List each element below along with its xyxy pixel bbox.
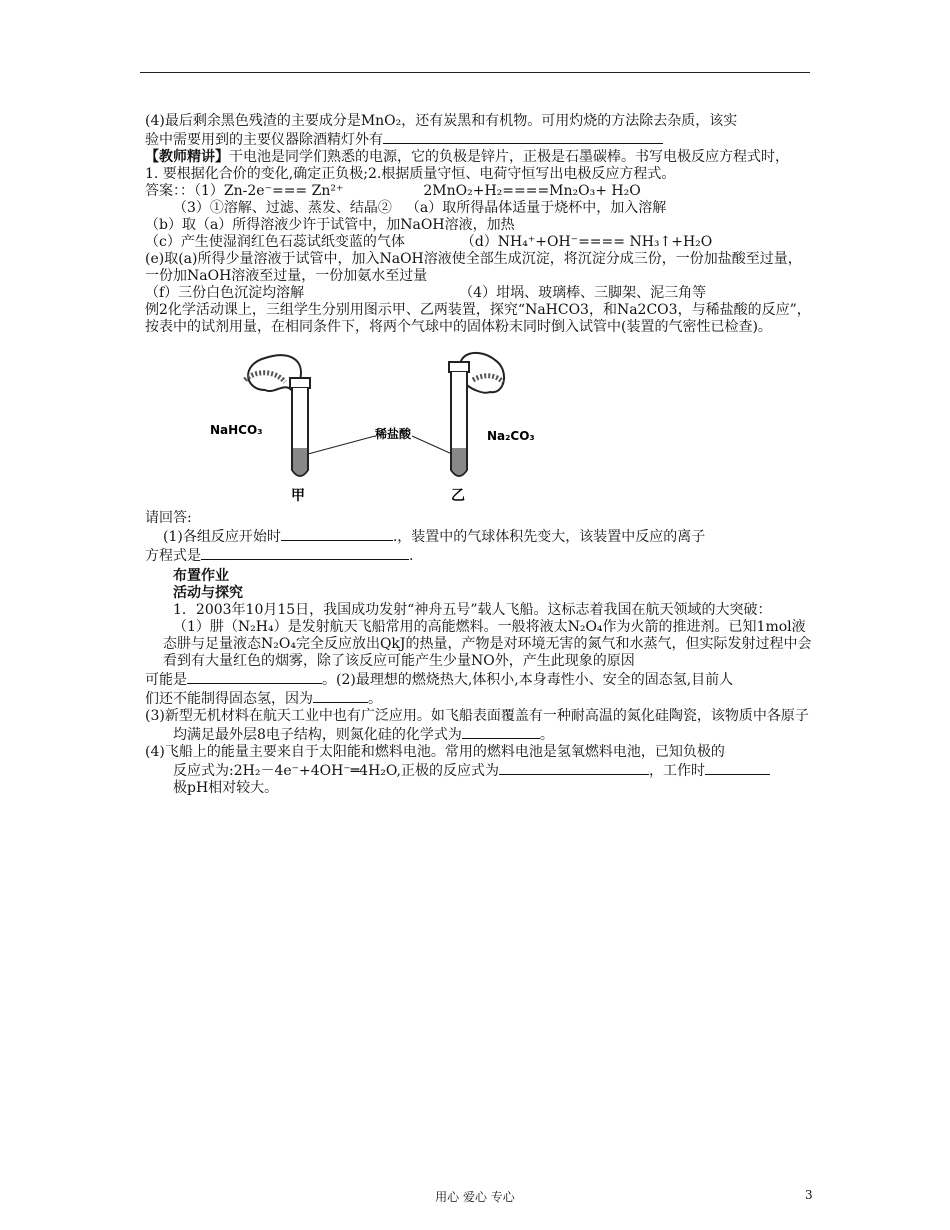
item-1-1: （1）肼（N₂H₄）是发射航天飞船常用的高能燃料。一般将液太N₂O₄作为火箭的推进剂。已知1mol液态肼与足量液态N₂O₄完全反应放出QkJ的热量，产物是对环境无害的氮气和水蒸气，但实际发射过程中会看到有大量红色的烟雾，除了该反应可能产生少量NO外，产生此现象的原因 <box>163 619 812 669</box>
blank[interactable] <box>313 689 368 703</box>
explore-title: 活动与探究 <box>173 585 243 601</box>
neck-yi <box>449 362 469 372</box>
p4-line1: (4)最后剩余黑色残渣的主要成分是MnO₂，还有炭黑和有机物。可用灼烧的方法除去杂质，该实 <box>145 113 738 129</box>
label-nahco3: NaHCO₃ <box>210 423 263 437</box>
homework-title: 布置作业 <box>173 568 229 584</box>
acid-yi <box>452 448 466 475</box>
answer-f4: （f）三份白色沉淀均溶解 （4）坩埚、玻璃棒、三脚架、泥三角等 <box>145 285 707 301</box>
item-4-b: 反应式为:2H₂－4e⁻+4OH⁻═4H₂O,正极的反应式为 ，工作时 <box>145 761 813 780</box>
acid-jia <box>293 448 307 475</box>
header-rule <box>140 72 810 73</box>
item-4-d: 极pH相对较大。 <box>173 780 279 796</box>
blank[interactable] <box>187 670 322 684</box>
page-content <box>145 113 813 797</box>
rule-line: 1. 要根据化合价的变化,确定正负极;2.根据质量守恒、电荷守恒写出电极反应方程式。 <box>145 166 676 182</box>
label-na2co3: Na₂CO₃ <box>487 429 535 443</box>
answer-cd: （c）产生使湿润红色石蕊试纸变蓝的气体 （d）NH₄⁺+OH⁻==== NH₃↑+H₂O <box>145 234 713 250</box>
item-3: (3)新型无机材料在航天工业中也有广泛应用。如飞船表面覆盖有一种耐高温的氮化硅陶瓷，该物质中各原子均满足最外层8电子结构，则氮化硅的化学式为 。 <box>145 708 809 743</box>
answer-3: （3）①溶解、过滤、蒸发、结晶② （a）取所得晶体适量于烧杯中，加入溶解 <box>173 200 667 216</box>
footer-text: 用心 爱心 专心 <box>435 1190 515 1204</box>
blank[interactable] <box>462 725 540 739</box>
apparatus-yi <box>449 353 504 476</box>
question-1: (1)各组反应开始时 .，装置中的气球体积先变大，该装置中反应的离子 <box>163 529 706 545</box>
p4-line2: 验中需要用到的主要仪器除酒精灯外有 <box>145 130 813 149</box>
label-jia: 甲 <box>291 488 305 504</box>
blank[interactable] <box>281 527 393 541</box>
item-4: (4)飞船上的能量主要来自于太阳能和燃料电池。常用的燃料电池是氢氧燃料电池，已知负极的 <box>145 744 725 760</box>
blank[interactable] <box>499 761 649 775</box>
label-yi: 乙 <box>451 488 465 504</box>
teacher-note: 【教师精讲】干电池是同学们熟悉的电源，它的负极是锌片，正极是石墨碳棒。书写电极反应方程式时， <box>145 149 789 165</box>
blank[interactable] <box>705 761 770 775</box>
answer-prompt: 请回答: <box>145 510 192 526</box>
label-acid: 稀盐酸 <box>375 427 412 441</box>
apparatus-diagram <box>205 340 565 505</box>
item-1-2-end: 们还不能制得固态氢，因为 。 <box>145 691 382 707</box>
blank[interactable] <box>201 546 409 560</box>
item-1: 1．2003年10月15日，我国成功发射“神舟五号”载人飞船。这标志着我国在航天领域的大突破： <box>173 602 772 618</box>
answer-e: (e)取(a)所得少量溶液于试管中，加入NaOH溶液使全部生成沉淀，将沉淀分成三份，一份加盐酸至过量，一份加NaOH溶液至过量，一份加氨水至过量 <box>145 251 802 284</box>
item-1-1-end: 可能是 。(2)最理想的燃烧热大,体积小,本身毒性小、安全的固态氢,目前人 <box>145 672 734 688</box>
answer-line: 答案：：（1）Zn-2e⁻=== Zn²⁺ 2MnO₂+H₂====Mn₂O₃+ H₂O <box>145 183 641 199</box>
acid-pointer-left <box>308 436 375 454</box>
acid-pointer-right <box>412 436 452 454</box>
neck-jia <box>290 378 310 388</box>
question-1-cont: 方程式是 . <box>145 548 414 564</box>
apparatus-jia <box>245 355 310 476</box>
page-number: 3 <box>805 1188 813 1202</box>
answer-b: （b）取（a）所得溶液少许于试管中，加NaOH溶液，加热 <box>145 217 515 233</box>
blank[interactable] <box>383 130 663 144</box>
apparatus-figure <box>145 340 813 510</box>
example-2: 例2化学活动课上，三组学生分别用图示甲、乙两装置，探究“NaHCO3，和Na2CO3，与稀盐酸的反应”，按表中的试剂用量，在相同条件下，将两个气球中的固体粉末同时倒入试管中(装置的气密性已检查)。 <box>145 302 811 335</box>
